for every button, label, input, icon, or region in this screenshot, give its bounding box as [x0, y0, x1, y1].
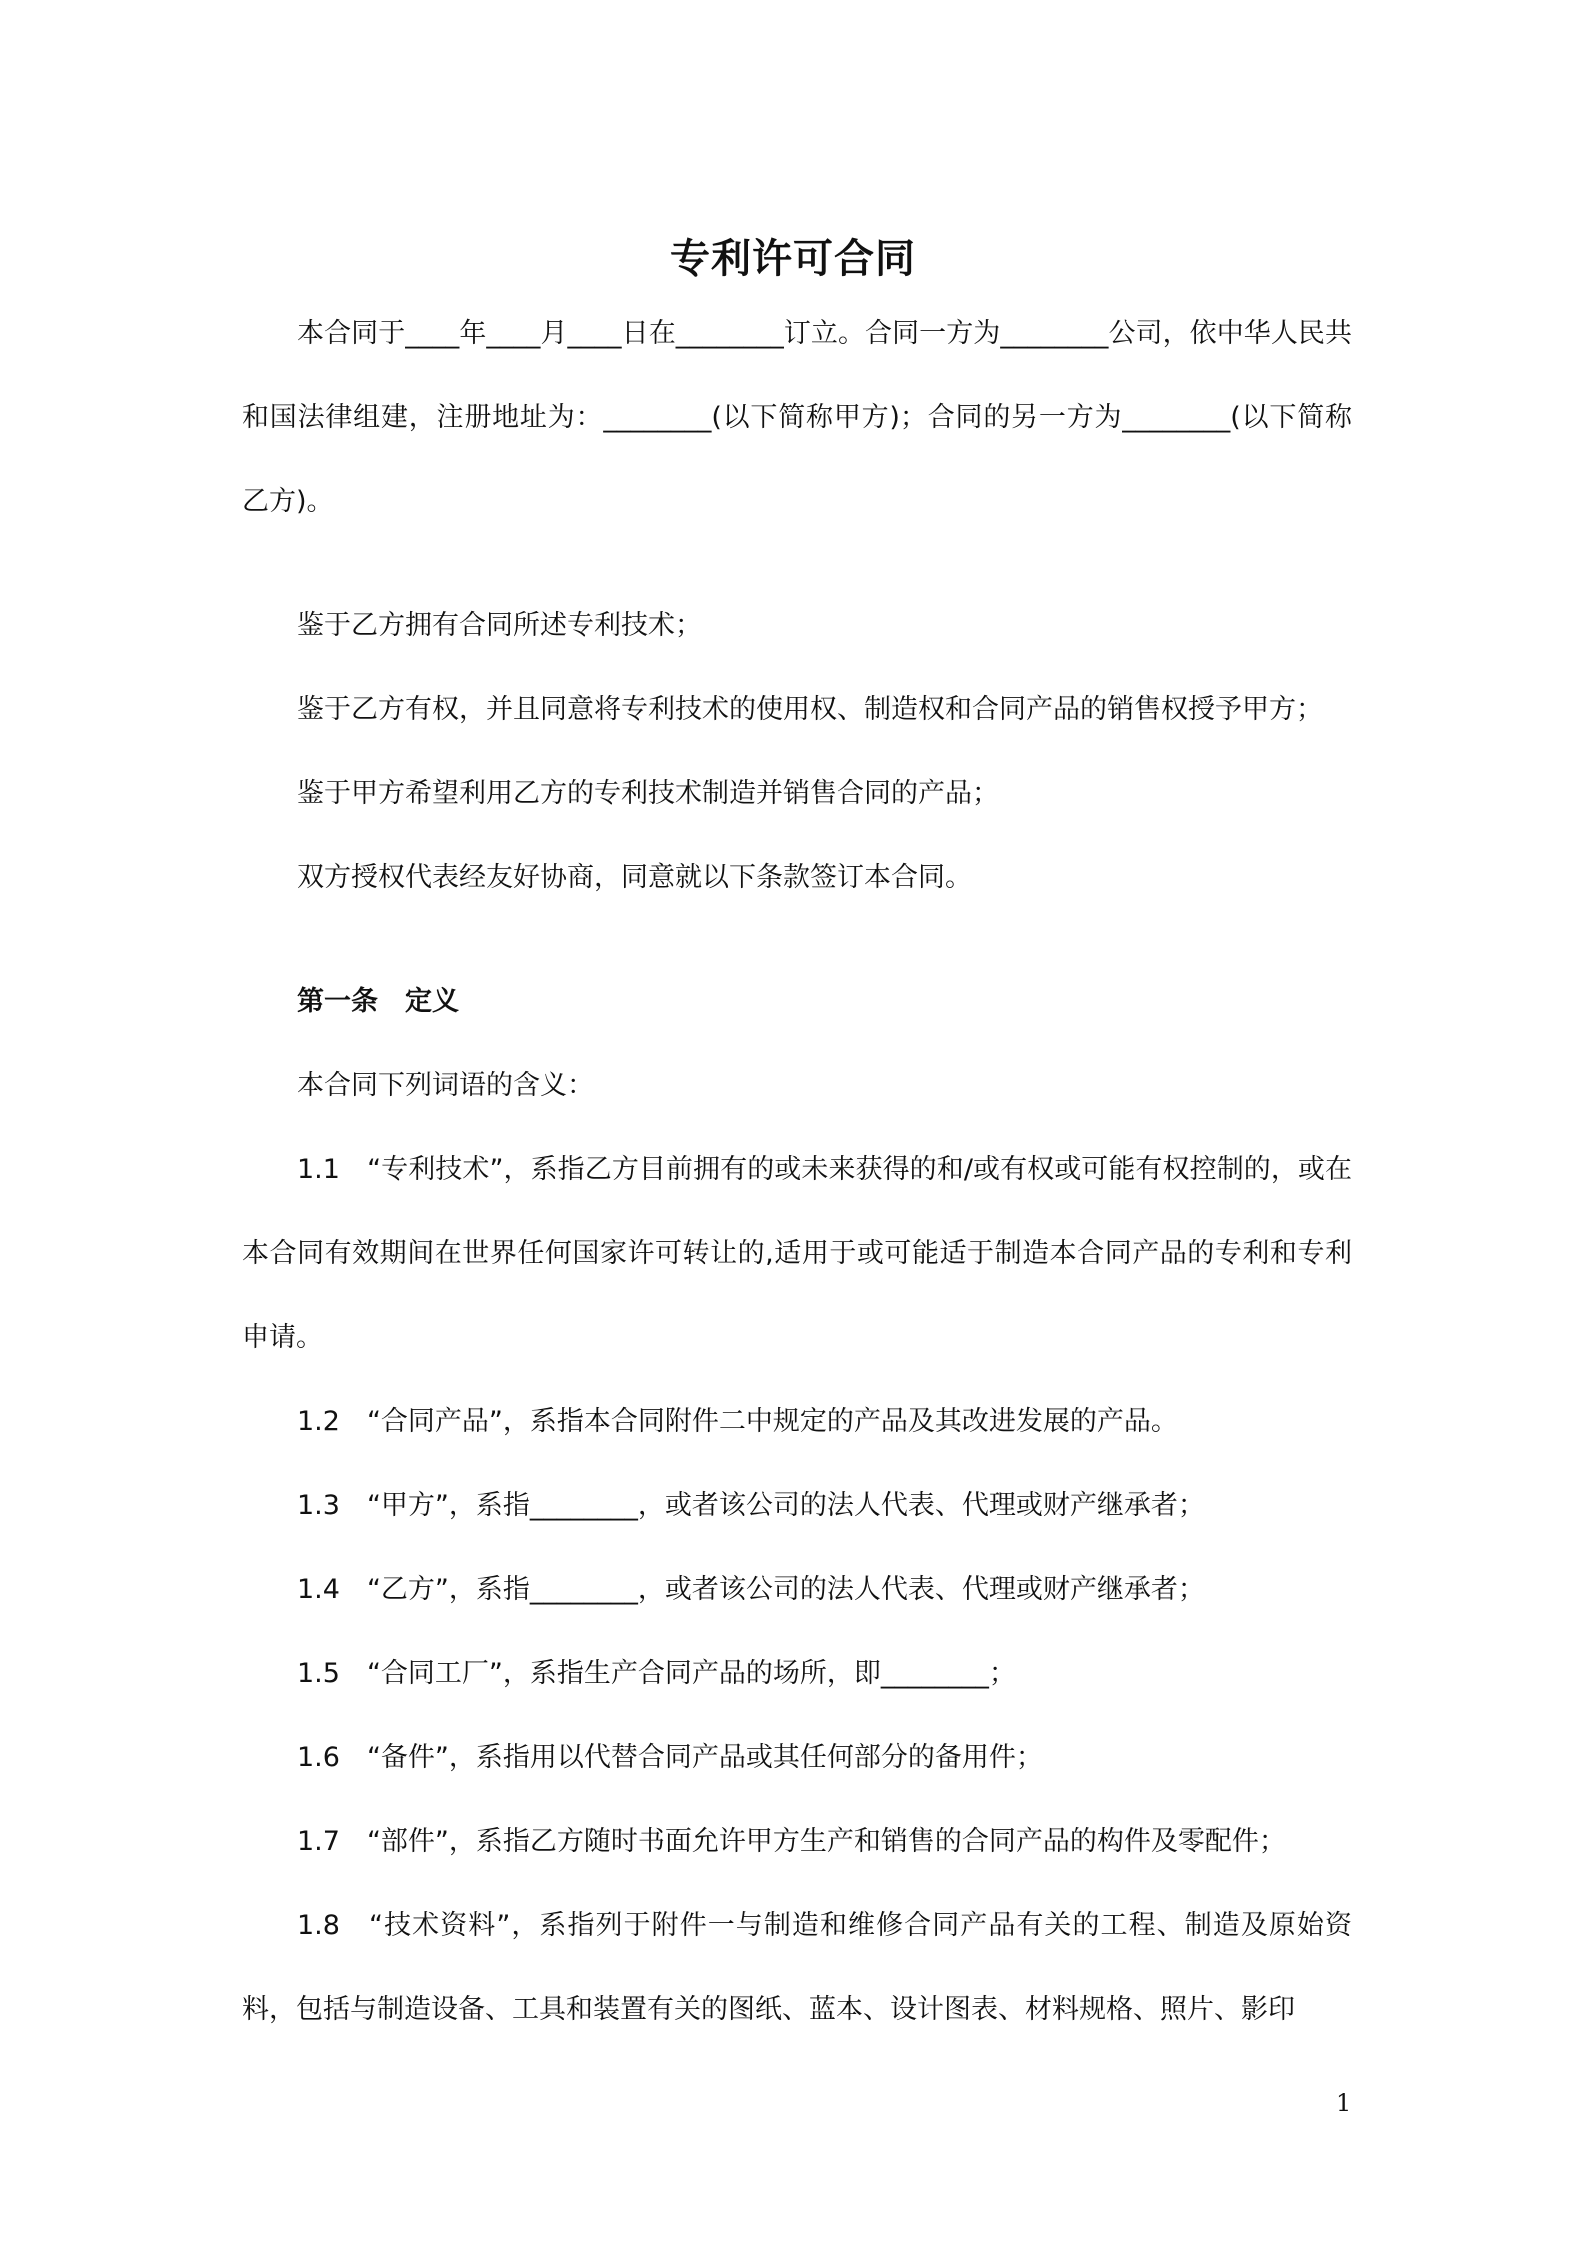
clause-1-7: 1.7 “部件”，系指乙方随时书面允许甲方生产和销售的合同产品的构件及零配件； [297, 1826, 1286, 1857]
clause-1-3: 1.3 “甲方”，系指________，或者该公司的法人代表、代理或财产继承者； [297, 1490, 1205, 1521]
recital-2: 鉴于乙方有权，并且同意将专利技术的使用权、制造权和合同产品的销售权授予甲方； [297, 694, 1323, 725]
clause-1-1: 1.1 “专利技术”，系指乙方目前拥有的或未来获得的和/或有权或可能有权控制的，或在本合同有效期间在世界任何国家许可转让的,适用于或可能适于制造本合同产品的专利和专利申请。 [242, 1154, 1352, 1353]
document-title: 专利许可合同 [670, 236, 916, 282]
clause-1-8: 1.8 “技术资料”，系指列于附件一与制造和维修合同产品有关的工程、制造及原始资料，包括与制造设备、工具和装置有关的图纸、蓝本、设计图表、材料规格、照片、影印 [242, 1910, 1352, 2025]
recital-4: 双方授权代表经友好协商，同意就以下条款签订本合同。 [297, 862, 972, 893]
clause-1-2: 1.2 “合同产品”，系指本合同附件二中规定的产品及其改进发展的产品。 [297, 1406, 1178, 1437]
article-1-heading: 第一条 定义 [297, 986, 459, 1017]
clause-1-6: 1.6 “备件”，系指用以代替合同产品或其任何部分的备用件； [297, 1742, 1043, 1773]
clause-1-4: 1.4 “乙方”，系指________，或者该公司的法人代表、代理或财产继承者； [297, 1574, 1205, 1605]
recital-1: 鉴于乙方拥有合同所述专利技术； [297, 610, 702, 641]
article-1-intro: 本合同下列词语的含义： [297, 1070, 594, 1101]
recital-3: 鉴于甲方希望利用乙方的专利技术制造并销售合同的产品； [297, 778, 999, 809]
page-number: 1 [1336, 2089, 1352, 2117]
clause-1-5: 1.5 “合同工厂”，系指生产合同产品的场所，即________； [297, 1658, 1016, 1689]
preamble-paragraph: 本合同于____年____月____日在________订立。合同一方为________公司，依中华人民共和国法律组建，注册地址为：________(以下简称甲方)；合同的另一方为________(以下简称乙方)。 [242, 318, 1352, 517]
